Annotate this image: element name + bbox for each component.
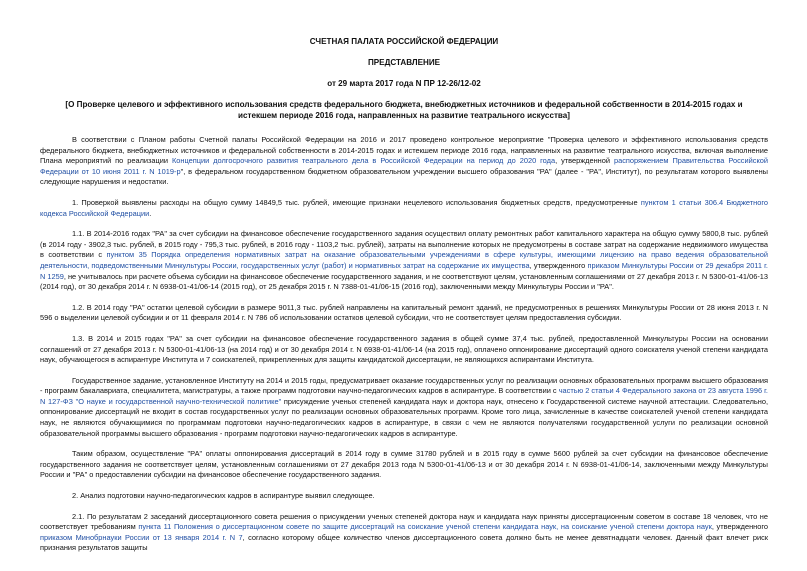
cost-norms-link[interactable]: пунктом 35 Порядка определения нормативных затрат на оказание образовательными учреждениями в сфере культуры, имеющими лицензию на право ведения образовательной деятельности, подведомственными Минкультуры России, государственных услуг (работ) и нормативных затрат на содержание их имущества (40, 250, 768, 270)
org-title: СЧЕТНАЯ ПАЛАТА РОССИЙСКОЙ ФЕДЕРАЦИИ (309, 37, 499, 46)
intro-text-b: , утвержденной (555, 156, 614, 166)
p1-text-a: 1. Проверкой выявлены расходы на общую сумму 14849,5 тыс. рублей, имеющие признаки нецелевого использования бюджетных средств, предусмотренные (72, 197, 641, 207)
p21-text-b: , утвержденного (711, 522, 768, 532)
minobrnauki-order-link[interactable]: приказом Минобрнауки России от 13 января 2014 г. N 7 (40, 532, 243, 542)
dissertation-council-link[interactable]: пункта 11 Положения о диссертационном совете по защите диссертаций на соискание ученой степени кандидата наук, на соискание ученой степени доктора наук (138, 522, 712, 532)
p1-text-b: . (149, 208, 152, 218)
p11-text-c: , не учитывалось при расчете объема субсидии на финансовое обеспечение государственного задания, и не соответствуют целям, установленным соглашениями от 27 декабря 2013 г. N 5300-01-41/06-13 (2014 год), от 30 декабря 2014 г. N 6938-01-41/06-14 (2015 год), от 25 декабря 2015 г. N 7388-01-41/06-15 (2016 год), заключенными между Минкультуры России и "РА". (40, 271, 768, 292)
intro-text-c: ", в федеральном государственном бюджетном образовательном учреждении высшего образования "РА" (далее - "РА", Институт), по результатам которого выявлены следующие нарушения и недостатки. (40, 166, 768, 187)
p14-text-b: присуждение ученых степеней кандидата наук и доктора наук, отнесено к Государственной системе научной аттестации. Следовательно, оппонирование диссертаций не входит в состав государственных услуг по реализации основных образовательных программ. Кроме того лица, зачисленные в качестве соискателей ученой степени кандидата наук, не являются обучающимися по программам подготовки научно-педагогических кадров в аспирантуре, в связи с чем не являются получателями государственной услуги по реализации основной образовательной программы высшего образования - программ подготовки научно-педагогических кадров в аспирантуре. (40, 396, 769, 438)
paragraph-1-3: 1.3. В 2014 и 2015 годах "РА" за счет субсидии на финансовое обеспечение государственного задания в общей сумме 37,4 тыс. рублей, предоставленной Минкультуры России на основании соглашений от 27 декабря 2013 г. N 5300-01-41/06-13 (на 2014 год) и от 30 декабря 2014 г. N 6938-01-41/06-14 (на 2015 год), оплачено оппонирование диссертаций одного соискателя ученой степени кандидата наук, обучающегося в аспирантуре Института и 7 соискателей, прикрепленных для защиты кандидатской диссертации, не являющихся аспирантами Института. (40, 333, 768, 365)
paragraph-1-1 (40, 229, 768, 293)
government-order-link[interactable]: распоряжением Правительства Российской Федерации от 10 июня 2011 г. N 1019-р (40, 156, 769, 176)
intro-paragraph (40, 135, 768, 188)
science-law-link[interactable]: частью 2 статьи 4 Федерального закона от 23 августа 1996 г. N 127-ФЗ "О науке и государственной научно-технической политике" (40, 386, 768, 406)
paragraph-1-2: 1.2. В 2014 году "РА" остатки целевой субсидии в размере 9011,3 тыс. рублей направлены на капитальный ремонт зданий, не предусмотренных в решениях Минкультуры России от 28 июня 2013 г. N 596 о выделении целевой субсидии и от 11 февраля 2014 г. N 786 об использовании остатков целевой субсидии, что не соответствует целям предоставления субсидии. (40, 302, 768, 323)
doc-date-number: от 29 марта 2017 года N ПР 12-26/12-02 (327, 79, 481, 88)
p21-text-a: 2.1. По результатам 2 заседаний диссертационного совета решения о присуждении ученых степеней доктора наук и кандидата наук приняты диссертационным советом в составе 18 человек, что не соответствует требованиям (40, 511, 768, 532)
paragraph-1 (40, 198, 768, 219)
ministry-order-link[interactable]: приказом Минкультуры России от 29 декабря 2011 г. N 1259 (40, 260, 768, 281)
doc-type: ПРЕДСТАВЛЕНИЕ (367, 58, 441, 67)
p11-text-a: 1.1. В 2014-2016 годах "РА" за счет субсидии на финансовое обеспечение государственного задания осуществил оплату ремонтных работ капитального характера на общую сумму 5800,8 тыс. рублей (в 2014 году - 3902,3 тыс. рублей, в 2015 году - 795,3 тыс. рублей, в 2016 году - 1103,2 тыс. рублей), затраты на выполнение которых не предусмотрены в составе затрат на содержание недвижимого имущества в соответствии с (40, 229, 768, 260)
paragraph-2-1 (40, 512, 768, 554)
paragraph-state-task (40, 376, 768, 440)
budget-code-link[interactable]: пунктом 1 статьи 306.4 Бюджетного кодекса Российской Федерации (40, 197, 768, 218)
p21-text-c: , согласно которому общее количество членов диссертационного совета должно быть не менее девятнадцати человек. Данный факт влечет риск признания результатов защиты (40, 532, 768, 553)
p14-text-a: Государственное задание, установленное Институту на 2014 и 2015 годы, предусматривает оказание государственных услуг по реализации основных образовательных программ высшего образования - программ бакалавриата, специалитета, магистратуры, а также программ подготовки научно-педагогических кадров в аспирантуре. В соответствии с (40, 375, 768, 396)
p11-text-b: , утвержденного (529, 260, 588, 270)
concept-link[interactable]: Концепции долгосрочного развития театрального дела в Российской Федерации на период до 2020 года (172, 156, 556, 166)
paragraph-conclusion: Таким образом, осуществление "РА" оплаты оппонирования диссертаций в 2014 году в сумме 31780 рублей и в 2015 году в сумме 5600 рублей за счет субсидии на финансовое обеспечение государственного задания не соответствует целям, установленным соглашениями от 27 декабря 2013 года N 5300-01-41/06-13 и от 30 декабря 2014 г. N 6938-01-41/06-14, заключенными между Минкультуры России и "РА" о предоставлении субсидии на финансовое обеспечение государственного задания. (40, 449, 768, 480)
document-page (40, 36, 768, 554)
doc-subject: [О Проверке целевого и эффективного использования средств федерального бюджета, внебюджетных источников и федеральной собственности в 2014-2015 годах и истекшем периоде 2016 года, направленных на развитие театрального искусства] (65, 100, 743, 120)
intro-text-a: В соответствии с Планом работы Счетной палаты Российской Федерации на 2016 и 2017 проведено контрольное мероприятие "Проверка целевого и эффективного использования средств федерального бюджета, внебюджетных источников и федеральной собственности в 2014-2015 годах и истекшем периоде 2016 года, направленных на развитие театрального искусства, включая выполнение Плана мероприятий по реализации (40, 135, 768, 166)
paragraph-2: 2. Анализ подготовки научно-педагогических кадров в аспирантуре выявил следующее. (72, 491, 375, 501)
